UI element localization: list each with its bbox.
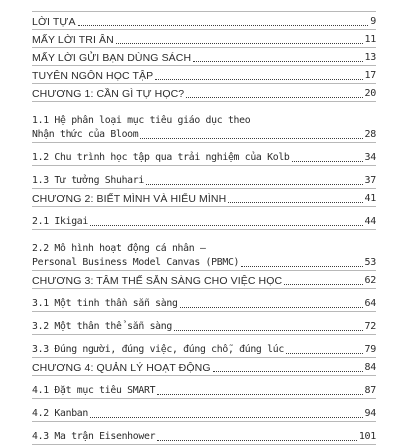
dot-leader [284, 283, 362, 285]
toc-entry-title: 1.1 Hệ phân loại mục tiêu giáo dục theo [32, 115, 251, 126]
toc-entry-title: CHƯƠNG 2: BIẾT MÌNH VÀ HIỂU MÌNH [32, 193, 227, 205]
toc-entry-title: 3.1 Một tinh thần sẵn sàng [32, 298, 178, 309]
toc-entry-page: 28 [364, 129, 376, 140]
toc-entry-page: 37 [364, 175, 376, 186]
toc-entry-title: CHƯƠNG 1: CẦN GÌ TỰ HỌC? [32, 88, 185, 100]
dot-leader [146, 183, 363, 185]
toc-entry [32, 376, 376, 399]
dot-leader [155, 78, 362, 80]
toc-entry-page: 64 [364, 298, 376, 309]
dot-leader [213, 370, 363, 372]
toc-entry-page: 62 [364, 275, 376, 286]
toc-entry-title: 4.1 Đặt mục tiêu SMART [32, 385, 156, 396]
dot-leader [292, 160, 363, 162]
toc-entry-page: 13 [364, 52, 376, 63]
toc-entry-title: 3.2 Một thân thể sẵn sàng [32, 321, 172, 332]
table-of-contents [32, 11, 376, 445]
toc-entry-page: 94 [364, 408, 376, 419]
toc-entry-line [32, 128, 376, 143]
dot-leader [157, 393, 362, 395]
toc-chapter-heading [32, 84, 376, 102]
dot-leader [286, 352, 363, 354]
toc-entry [32, 12, 376, 30]
toc-entry-title: TUYÊN NGÔN HỌC TẬP [32, 70, 154, 82]
toc-entry [32, 399, 376, 422]
toc-entry-page: 72 [364, 321, 376, 332]
toc-entry-title: CHƯƠNG 3: TÂM THẾ SẴN SÀNG CHO VIỆC HỌC [32, 275, 283, 287]
toc-entry-page: 79 [364, 344, 376, 355]
toc-chapter-heading [32, 271, 376, 289]
toc-entry-title: 1.2 Chu trình học tập qua trải nghiệm của Kolb [32, 152, 290, 163]
dot-leader [180, 306, 363, 308]
toc-entry [32, 143, 376, 166]
toc-entry [32, 66, 376, 84]
toc-entry-title: 2.2 Mô hình hoạt động cá nhân – [32, 243, 206, 254]
toc-entry-title: 4.3 Ma trận Eisenhower [32, 431, 156, 442]
toc-entry-page: 17 [364, 70, 376, 81]
toc-entry-page: 41 [364, 193, 376, 204]
toc-entry-page: 34 [364, 152, 376, 163]
toc-entry-line [32, 102, 376, 128]
toc-entry-page: 101 [358, 431, 376, 442]
toc-entry [32, 30, 376, 48]
toc-entry-title: Personal Business Model Canvas (PBMC) [32, 257, 240, 268]
dot-leader [78, 24, 369, 26]
toc-entry-page: 44 [364, 216, 376, 227]
toc-entry [32, 312, 376, 335]
toc-entry-title: CHƯƠNG 4: QUẢN LÝ HOẠT ĐỘNG [32, 362, 211, 374]
dot-leader [157, 439, 357, 441]
toc-entry-line [32, 256, 376, 271]
toc-entry-page: 87 [364, 385, 376, 396]
toc-entry-title: MẤY LỜI TRI ÂN [32, 34, 114, 46]
toc-entry-page: 84 [364, 362, 376, 373]
dot-leader [116, 42, 363, 44]
toc-entry-title: 1.3 Tư tưởng Shuhari [32, 175, 144, 186]
toc-entry [32, 335, 376, 358]
toc-entry-page: 11 [364, 34, 376, 45]
dot-leader [228, 201, 362, 203]
toc-chapter-heading [32, 358, 376, 376]
toc-entry [32, 207, 376, 230]
dot-leader [193, 60, 362, 62]
dot-leader [90, 224, 363, 226]
dot-leader [186, 96, 362, 98]
toc-entry [32, 289, 376, 312]
toc-entry-title: 3.3 Đúng người, đúng việc, đúng chỗ, đúng lúc [32, 344, 284, 355]
dot-leader [90, 416, 363, 418]
toc-entry-page: 9 [370, 16, 376, 27]
toc-entry-page: 53 [364, 257, 376, 268]
dot-leader [174, 329, 363, 331]
toc-entry-title: 4.2 Kanban [32, 408, 88, 419]
dot-leader [140, 137, 362, 139]
toc-entry-line [32, 230, 376, 256]
toc-entry-title: MẤY LỜI GỬI BẠN DÙNG SÁCH [32, 52, 192, 64]
toc-entry [32, 422, 376, 445]
toc-entry-page: 20 [364, 88, 376, 99]
toc-chapter-heading [32, 189, 376, 207]
toc-entry [32, 48, 376, 66]
toc-entry-title: Nhận thức của Bloom [32, 129, 139, 140]
toc-entry-title: 2.1 Ikigai [32, 216, 88, 227]
toc-entry [32, 166, 376, 189]
dot-leader [241, 265, 362, 267]
toc-entry-title: LỜI TỰA [32, 16, 76, 28]
